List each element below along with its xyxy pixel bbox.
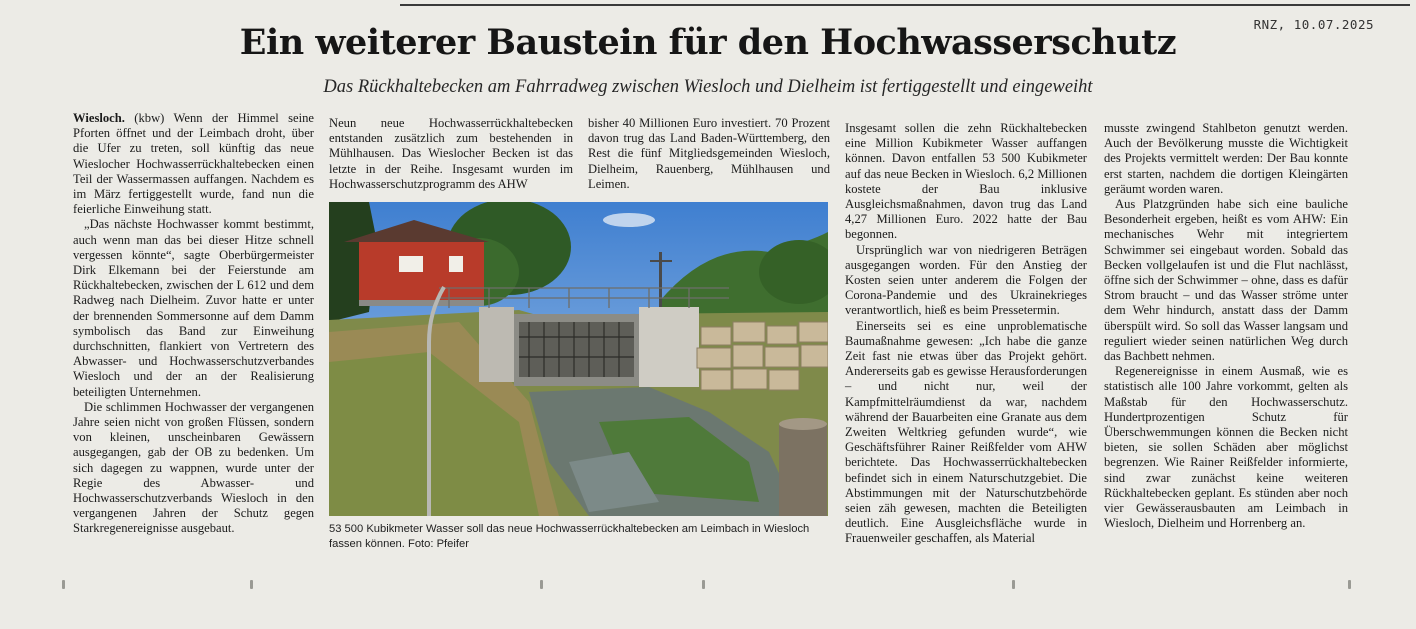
- paragraph: Neun neue Hochwasserrückhaltebecken entstanden zusätzlich zum bestehenden in Mühlhausen. Das Wieslocher Becken ist das letzte in der Reihe. Insgesamt wurden im Hochwasserschutzprogramm des AHW: [329, 116, 573, 191]
- scan-speck: [62, 580, 65, 589]
- subheadline: Das Rückhaltebecken am Fahrradweg zwischen Wiesloch und Dielheim ist fertiggestellt und eingeweiht: [323, 77, 1093, 97]
- paragraph: „Das nächste Hochwasser kommt bestimmt, auch wenn man das bei dieser Hitze schnell vergessen könnte“, sagte Oberbürgermeister Dirk Elkemann bei der Feierstunde am Rückhaltebecken, zwischen der L 612 und dem Radweg nach Dielheim. Zuvor hatte er unter der brennenden Sommersonne auf dem Damm symbolisch das Band zur Einweihung durchschnitten, flankiert von Vertretern des Abwasser- und Hochwasserschutzverbandes Wiesloch und der an der Realisierung beteiligten Unternehmen.: [73, 217, 314, 399]
- scan-speck: [540, 580, 543, 589]
- retention-basin-photo: [329, 202, 828, 516]
- column-2: [329, 116, 573, 192]
- source-date: RNZ, 10.07.2025: [1253, 17, 1374, 32]
- paragraph: Insgesamt sollen die zehn Rückhaltebecken eine Million Kubikmeter Wasser auffangen können. Davon entfallen 53 500 Kubikmeter auf das neue Becken in Wiesloch. 6,2 Millionen kostete der Bau inklusive Ausgleichsmaßnahmen, davon trug das Land 4,27 Millionen Euro. 2022 hatte der Bau begonnen.: [845, 121, 1087, 242]
- paragraph: bisher 40 Millionen Euro investiert. 70 Prozent davon trug das Land Baden-Württemberg, den Rest die fünf Mitgliedsgemeinden Wiesloch, Dielheim, Rauenberg, Mühlhausen und Leimen.: [588, 116, 830, 191]
- column-4: [845, 121, 1087, 547]
- column-5: [1104, 121, 1348, 531]
- article-photo: [329, 202, 828, 516]
- column-3: [588, 116, 830, 192]
- paragraph: Die schlimmen Hochwasser der vergangenen Jahre seien nicht von großen Flüssen, sondern von kleinen, unscheinbaren Gewässern ausgegangen, gab der OB zu bedenken. Um sich dagegen zu wappnen, wurde unter der Regie des Abwasser- und Hochwasserschutzverbands Wiesloch in den vergangenen Jahren der Schutz gegen Starkregenereignisse ausgebaut.: [73, 399, 314, 536]
- paragraph: Regenereignisse in einem Ausmaß, wie es statistisch alle 100 Jahre vorkommt, gelten als Maßstab für den Hochwasserschutz. Hundertprozentigen Schutz für Überschwemmungen können die Becken nicht bieten, sie sollen Schäden aber möglichst begrenzen. Wie Rainer Reißfelder informierte, sind zwar zunächst keine weiteren Rückhaltebecken geplant. Es stünden aber noch vier Gewässerausbauten am Leimbach in Wiesloch, Dielheim und Horrenberg an.: [1104, 364, 1348, 531]
- paragraph: Aus Platzgründen habe sich eine bauliche Besonderheit ergeben, heißt es vom AHW: Ein mechanisches Wehr mit integriertem Schwimmer sei eingebaut worden. Sobald das Becken vollgelaufen ist und die Flut nachlässt, öffne sich der Schwimmer – ohne, dass es dafür Strom braucht – und das Wasser ströme unter dem Wehr hindurch, anstatt dass der Damm überspült wird. So soll das Wasser langsam und reguliert wieder seinen natürlichen Weg durch das Bachbett nehmen.: [1104, 197, 1348, 364]
- headline: Ein weiterer Baustein für den Hochwasserschutz: [239, 22, 1177, 63]
- scan-speck: [702, 580, 705, 589]
- scan-speck: [1012, 580, 1015, 589]
- paragraph: musste zwingend Stahlbeton genutzt werden. Auch der Bevölkerung musste die Wichtigkeit des Projekts vermittelt werden: Der Bau konnte erst starten, nachdem die dortigen Kleingärten geräumt worden waren.: [1104, 121, 1348, 196]
- column-1: [73, 111, 314, 537]
- scan-speck: [250, 580, 253, 589]
- photo-caption: 53 500 Kubikmeter Wasser soll das neue Hochwasserrückhaltebecken am Leimbach in Wiesloch fassen können. Foto: Pfeifer: [329, 523, 810, 550]
- scan-speck: [1348, 580, 1351, 589]
- paragraph-text: (kbw) Wenn der Himmel seine Pforten öffnet und der Leimbach droht, über die Ufer zu treten, soll künftig das neue Wieslocher Hochwasserrückhaltebecken einen Teil der Wassermassen auffangen. Nachdem es im März fertiggestellt wurde, fand nun die feierliche Einweihung statt.: [73, 111, 314, 217]
- paragraph: Einerseits sei es eine unproblematische Baumaßnahme gewesen: „Ich habe die ganze Zeit fast nie etwas über das Projekt gehört. Andererseits gab es gewisse Herausforderungen – und nicht nur, weil der Kampfmittelräumdienst da war, nachdem während der Bauarbeiten eine Granate aus dem Zweiten Weltkrieg gefunden wurde“, wie Geschäftsführer Rainer Reißfelder vom AHW berichtete. Das Hochwasserrückhaltebecken befindet sich in einem Naturschutzgebiet. Die Abstimmungen mit der Naturschutzbehörde seien zäh gewesen, machten die Beteiligten deutlich. Eine Ausgleichsfläche wurde in Frauenweiler geschaffen, als Material: [845, 318, 1087, 546]
- paragraph: [73, 111, 314, 217]
- paragraph: Ursprünglich war von niedrigeren Beträgen ausgegangen worden. Für den Anstieg der Kosten seien unter anderem die Folgen der Corona-Pandemie und des Ukrainekrieges verantwortlich, hieß es beim Pressetermin.: [845, 242, 1087, 318]
- top-rule: [400, 4, 1410, 6]
- dateline: Wiesloch.: [73, 111, 125, 125]
